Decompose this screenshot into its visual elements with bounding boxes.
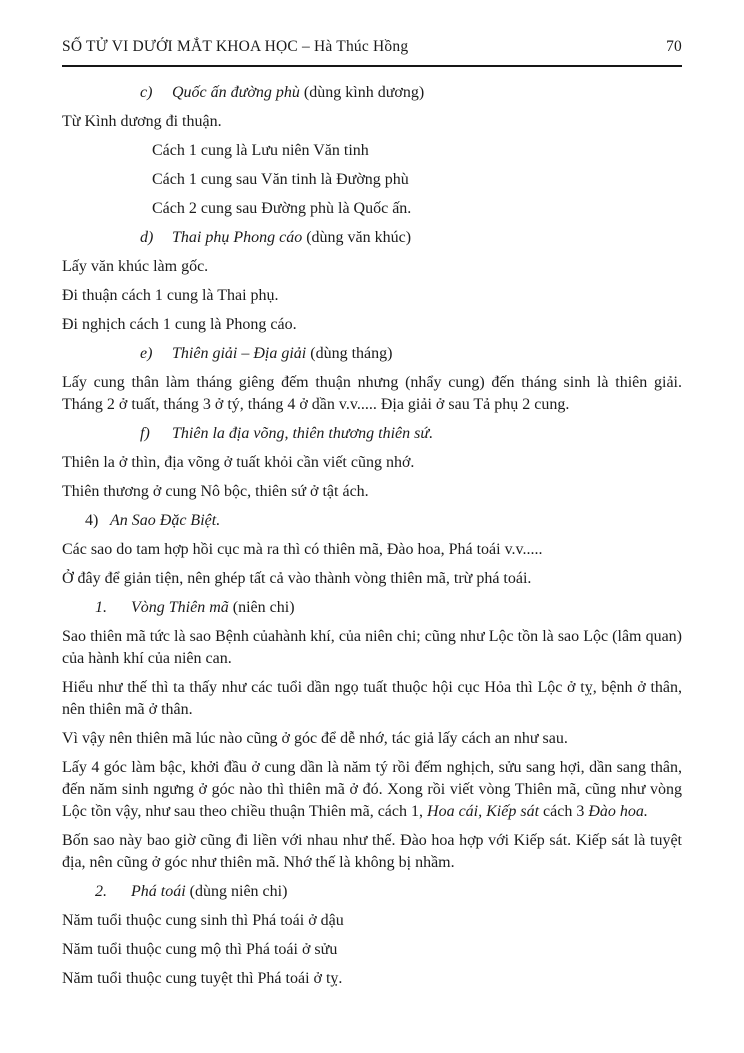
section-heading-c — [140, 82, 682, 104]
section-heading-d — [140, 227, 682, 249]
paragraph: Lấy văn khúc làm gốc. — [62, 258, 209, 275]
paragraph: Năm tuổi thuộc cung tuyệt thì Phá toái ở tỵ. — [62, 970, 343, 987]
section-suffix: (dùng tháng) — [306, 345, 393, 362]
paragraph: Ở đây để giản tiện, nên ghép tất cả vào thành vòng thiên mã, trừ phá toái. — [62, 570, 532, 587]
paragraph: Thiên la ở thìn, địa võng ở tuất khỏi cần viết cũng nhớ. — [62, 454, 415, 471]
paragraph — [62, 757, 682, 823]
paragraph: Bốn sao này bao giờ cũng đi liền với nhau như thế. Đào hoa hợp với Kiếp sát. Kiếp sát là tuyệt địa, nên cũng ở góc như thiên mã. Nhớ thế là không bị nhầm. — [62, 832, 682, 871]
paragraph: Vì vậy nên thiên mã lúc nào cũng ở góc để dễ nhớ, tác giả lấy cách an như sau. — [62, 730, 568, 747]
section-title: An Sao Đặc Biệt. — [110, 512, 221, 529]
section-label: 1. — [95, 599, 107, 616]
section-heading-f — [140, 423, 682, 445]
paragraph: Đi thuận cách 1 cung là Thai phụ. — [62, 287, 279, 304]
section-label: d) — [140, 229, 154, 246]
paragraph: Thiên thương ở cung Nô bộc, thiên sứ ở tật ách. — [62, 483, 369, 500]
paragraph: Năm tuổi thuộc cung sinh thì Phá toái ở dậu — [62, 912, 344, 929]
section-title: Phá toái — [131, 883, 186, 900]
paragraph: Năm tuổi thuộc cung mộ thì Phá toái ở sửu — [62, 941, 338, 958]
paragraph: Sao thiên mã tức là sao Bệnh củahành khí, của niên chi; cũng như Lộc tồn là sao Lộc (lâm quan) của hành khí của niên can. — [62, 628, 682, 667]
section-label: 4) — [85, 512, 99, 529]
paragraph: Các sao do tam hợp hồi cục mà ra thì có thiên mã, Đào hoa, Phá toái v.v..... — [62, 541, 543, 558]
paragraph-text: cách 3 — [539, 803, 589, 820]
page-header — [62, 38, 682, 67]
section-suffix: (dùng niên chi) — [185, 883, 288, 900]
indented-line: Cách 1 cung sau Văn tinh là Đường phù — [152, 171, 409, 188]
paragraph: Lấy cung thân làm tháng giêng đếm thuận nhưng (nhẩy cung) đến tháng sinh là thiên giải. Tháng 2 ở tuất, tháng 3 ở tý, tháng 4 ở dần v.v..... Địa giải ở sau Tả phụ 2 cung. — [62, 374, 682, 413]
page-number: 70 — [666, 38, 682, 55]
running-title: SỐ TỬ VI DƯỚI MẮT KHOA HỌC – Hà Thúc Hồng — [62, 38, 409, 55]
section-suffix: (niên chi) — [228, 599, 295, 616]
section-suffix: (dùng văn khúc) — [302, 229, 412, 246]
section-label: f) — [140, 425, 150, 442]
section-heading-4 — [85, 510, 682, 532]
indented-line: Cách 1 cung là Lưu niên Văn tinh — [152, 142, 369, 159]
section-label: 2. — [95, 883, 107, 900]
page-body — [62, 82, 682, 990]
section-label: e) — [140, 345, 153, 362]
paragraph: Hiểu như thế thì ta thấy như các tuổi dần ngọ tuất thuộc hội cục Hỏa thì Lộc ở tỵ, bệnh ở thân, nên thiên mã ở thân. — [62, 679, 682, 718]
section-title: Thiên la địa võng, thiên thương thiên sứ. — [172, 425, 434, 442]
paragraph: Từ Kình dương đi thuận. — [62, 113, 222, 130]
indented-line: Cách 2 cung sau Đường phù là Quốc ấn. — [152, 200, 412, 217]
section-title: Thai phụ Phong cáo — [172, 229, 303, 246]
section-label: c) — [140, 84, 153, 101]
section-title: Quốc ấn đường phù — [172, 84, 300, 101]
paragraph-text: Lấy 4 góc làm bậc, khởi đầu ở cung dần là năm tý rồi đếm nghịch, sửu sang hợi, dần sang thân, đến năm sinh ngưng ở góc nào thì thiên mã ở đó. Xong rồi viết vòng Thiên mã, cũng như vòng Lộc tồn vậy, như sau theo chiều thuận Thiên mã, cách 1, — [62, 759, 682, 820]
section-title: Thiên giải – Địa giải — [172, 345, 307, 362]
paragraph: Đi nghịch cách 1 cung là Phong cáo. — [62, 316, 297, 333]
subsection-heading-1 — [95, 597, 682, 619]
star-names: Hoa cái, Kiếp sát — [427, 803, 540, 820]
section-heading-e — [140, 343, 682, 365]
star-name: Đào hoa. — [588, 803, 648, 820]
subsection-heading-2 — [95, 881, 682, 903]
section-title: Vòng Thiên mã — [131, 599, 229, 616]
section-suffix: (dùng kình dương) — [299, 84, 425, 101]
